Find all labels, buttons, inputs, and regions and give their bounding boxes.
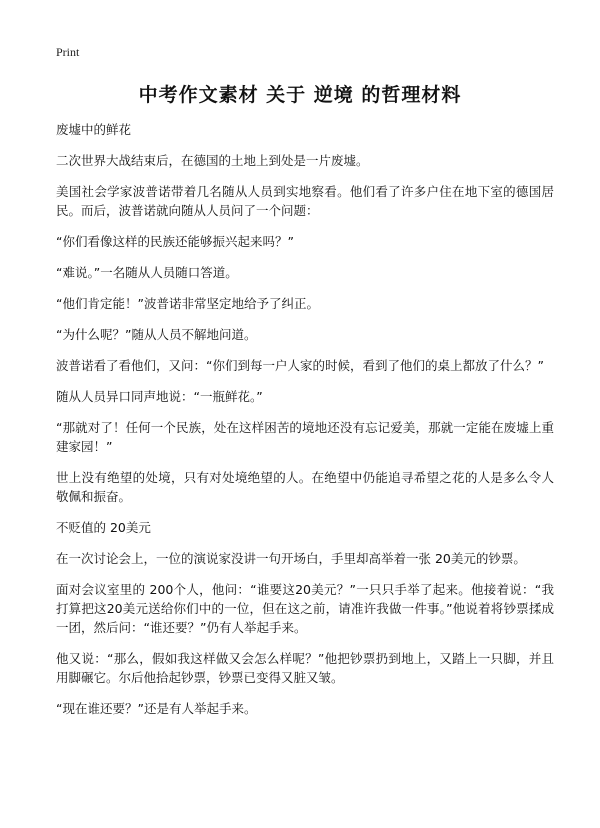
- section-heading-20-dollars: 不贬值的 20美元: [56, 520, 151, 535]
- paragraph: 他又说：“那么，假如我这样做又会怎么样呢？”他把钞票扔到地上，又踏上一只脚，并且用脚碾它。尔后他拾起钞票，钞票已变得又脏又皱。: [56, 651, 554, 685]
- print-link[interactable]: Print: [56, 45, 80, 59]
- paragraph: 世上没有绝望的处境，只有对处境绝望的人。在绝望中仍能追寻希望之花的人是多么令人敬佩和振奋。: [56, 470, 554, 504]
- paragraph: 随从人员异口同声地说：“一瓶鲜花。”: [56, 389, 263, 404]
- section-heading-ruins-flower: 废墟中的鲜花: [56, 122, 132, 137]
- paragraph: “那就对了！任何一个民族，处在这样困苦的境地还没有忘记爱美，那就一定能在废墟上重建家园！”: [56, 420, 554, 454]
- paragraph: 波普诺看了看他们，又问：“你们到每一户人家的时候，看到了他们的桌上都放了什么？”: [56, 358, 544, 373]
- paragraph: 面对会议室里的 200个人，他问：“谁要这20美元？”一只只手举了起来。他接着说：“我打算把这20美元送给你们中的一位，但在这之前，请准许我做一件事。”他说着将钞票揉成一团，然后问：“谁还要？”仍有人举起手来。: [56, 582, 554, 635]
- page-title: 中考作文素材 关于 逆境 的哲理材料: [138, 84, 462, 106]
- paragraph: “他们肯定能！”波普诺非常坚定地给予了纠正。: [56, 296, 319, 311]
- paragraph: “现在谁还要？”还是有人举起手来。: [56, 701, 257, 716]
- paragraph: “难说。”一名随从人员随口答道。: [56, 265, 238, 280]
- paragraph: 二次世界大战结束后，在德国的土地上到处是一片废墟。: [56, 153, 369, 168]
- paragraph: 美国社会学家波普诺带着几名随从人员到实地察看。他们看了许多户住在地下室的德国居民。而后，波普诺就向随从人员问了一个问题：: [56, 184, 554, 218]
- article-body: [56, 120, 554, 730]
- paragraph: 在一次讨论会上，一位的演说家没讲一句开场白，手里却高举着一张 20美元的钞票。: [56, 551, 526, 566]
- paragraph: “你们看像这样的民族还能够振兴起来吗？”: [56, 234, 294, 249]
- paragraph: “为什么呢？”随从人员不解地问道。: [56, 327, 257, 342]
